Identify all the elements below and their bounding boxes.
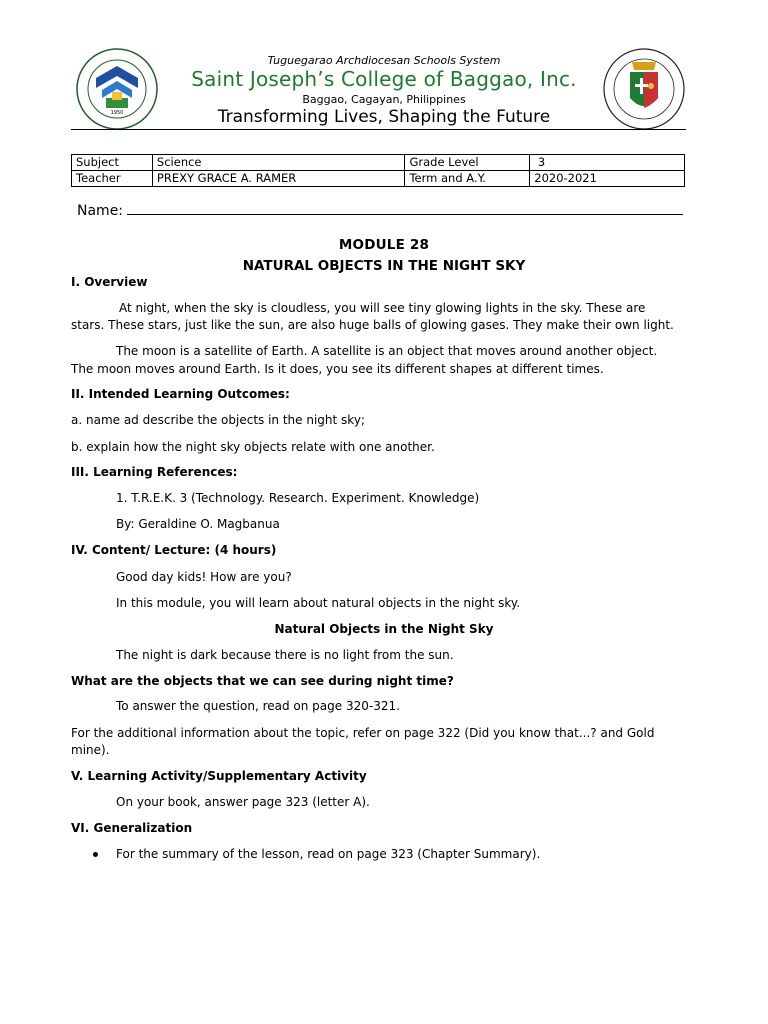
school-name: Saint Joseph’s College of Baggao, Inc. <box>191 67 577 91</box>
content-dark-sky: The night is dark because there is no light from the sun. <box>116 648 454 662</box>
seal-year: 1950 <box>110 110 124 116</box>
subject-value: Science <box>152 155 405 171</box>
generalization-heading: VI. Generalization <box>71 821 193 835</box>
generalization-bullet: For the summary of the lesson, read on page 323 (Chapter Summary). <box>116 847 541 861</box>
additional-info-line-2: mine). <box>71 743 110 757</box>
table-row <box>72 155 685 171</box>
module-info-table <box>71 154 685 187</box>
teacher-value: PREXY GRACE A. RAMER <box>152 171 405 187</box>
overview-paragraph-1-line-2: stars. These stars, just like the sun, are also huge balls of glowing gases. They make their own light. <box>71 318 674 332</box>
overview-paragraph-1-line-1: At night, when the sky is cloudless, you will see tiny glowing lights in the sky. These are <box>119 301 646 315</box>
module-number: MODULE 28 <box>338 237 430 253</box>
outcomes-heading: II. Intended Learning Outcomes: <box>71 387 290 401</box>
activity-text: On your book, answer page 323 (letter A). <box>116 795 370 809</box>
grade-level-value: 3 <box>530 155 685 171</box>
answer-reference: To answer the question, read on page 320-321. <box>116 699 400 713</box>
teacher-label: Teacher <box>72 171 153 187</box>
reference-author: By: Geraldine O. Magbanua <box>116 517 280 531</box>
overview-paragraph-2-line-2: The moon moves around Earth. Is it does, you see its different shapes at different times. <box>71 362 604 376</box>
name-blank-line[interactable] <box>127 199 683 215</box>
overview-paragraph-2-line-1: The moon is a satellite of Earth. A satellite is an object that moves around another object. <box>116 344 658 358</box>
table-row <box>72 171 685 187</box>
outcome-a: a. name ad describe the objects in the night sky; <box>71 413 365 427</box>
reference-1: 1. T.R.E.K. 3 (Technology. Research. Experiment. Knowledge) <box>116 491 480 505</box>
content-heading: IV. Content/ Lecture: (4 hours) <box>71 543 277 557</box>
outcome-b: b. explain how the night sky objects relate with one another. <box>71 440 435 454</box>
activity-heading: V. Learning Activity/Supplementary Activity <box>71 769 367 783</box>
references-heading: III. Learning References: <box>71 465 238 479</box>
school-system-name: Tuguegarao Archdiocesan Schools System <box>267 54 501 67</box>
student-name-field[interactable] <box>77 199 683 219</box>
subject-label: Subject <box>72 155 153 171</box>
bullet-icon <box>93 852 98 857</box>
school-location: Baggao, Cagayan, Philippines <box>302 93 466 106</box>
term-label: Term and A.Y. <box>405 171 530 187</box>
question-heading: What are the objects that we can see during night time? <box>71 674 454 688</box>
additional-info-line-1: For the additional information about the topic, refer on page 322 (Did you know that...? and Gold <box>71 726 655 740</box>
content-greeting: Good day kids! How are you? <box>116 570 292 584</box>
grade-level-label: Grade Level <box>405 155 530 171</box>
header-divider <box>71 129 686 130</box>
module-title: NATURAL OBJECTS IN THE NIGHT SKY <box>242 258 526 274</box>
content-intro: In this module, you will learn about natural objects in the night sky. <box>116 596 521 610</box>
overview-heading: I. Overview <box>71 275 148 289</box>
content-subtitle: Natural Objects in the Night Sky <box>274 622 494 636</box>
school-motto: Transforming Lives, Shaping the Future <box>217 107 551 127</box>
name-label: Name: <box>77 203 124 219</box>
term-value: 2020-2021 <box>530 171 685 187</box>
